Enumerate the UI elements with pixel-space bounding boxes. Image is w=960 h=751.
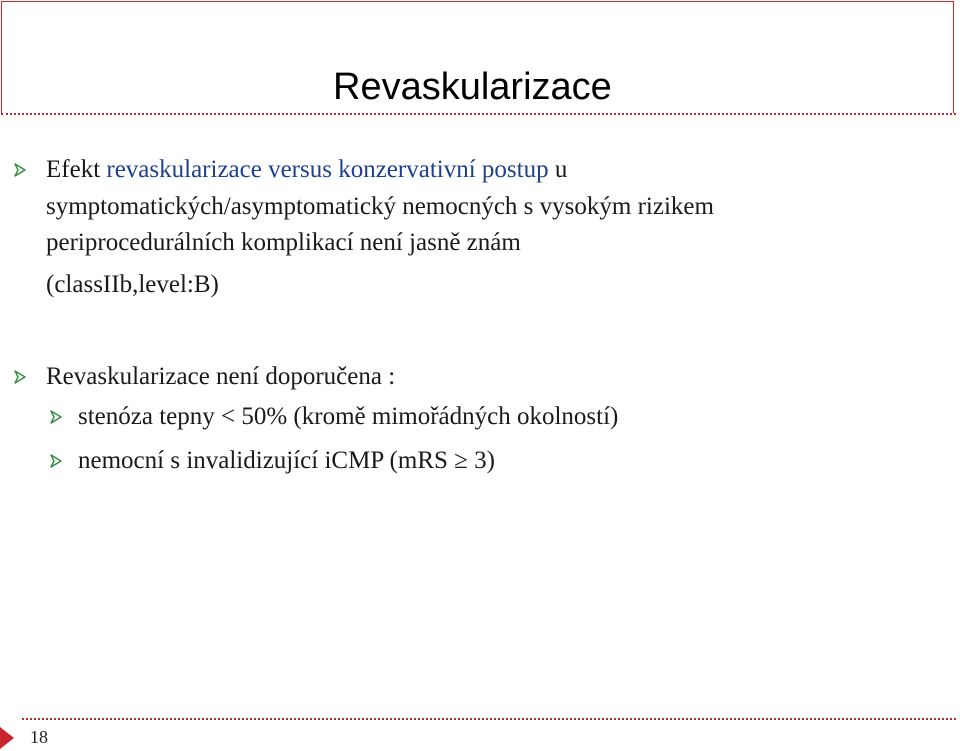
bullet-1-line-2: symptomatických/asymptomatický nemocných s vysokým rizikem (46, 193, 714, 220)
bullet-1-line-1 (46, 155, 567, 185)
footer-divider (22, 718, 956, 720)
bullet-1-line-3: periprocedurálních komplikací není jasně znám (46, 229, 521, 256)
page-number: 18 (30, 727, 48, 747)
bullet-1-highlight: revaskularizace versus konzervativní postup (106, 156, 549, 183)
arrowhead-bullet-icon (50, 410, 62, 424)
arrowhead-bullet-icon (14, 370, 26, 384)
bullet-1-prefix: Efekt (46, 156, 107, 183)
bullet-1-line-4: (classIIb,level:B) (46, 271, 219, 298)
bullet-1-suffix: u (548, 156, 568, 183)
sub-bullet-2: nemocní s invalidizující iCMP (mRS ≥ 3) (78, 447, 495, 474)
sub-bullet-1: stenóza tepny < 50% (kromě mimořádných okolností) (78, 403, 619, 430)
arrowhead-bullet-icon (14, 163, 26, 177)
slide-title: Revaskularizace (333, 66, 612, 108)
title-divider (1, 113, 956, 115)
bullet-2-text: Revaskularizace není doporučena : (46, 363, 396, 390)
footer-arrow-icon (0, 727, 14, 749)
arrowhead-bullet-icon (50, 454, 62, 468)
